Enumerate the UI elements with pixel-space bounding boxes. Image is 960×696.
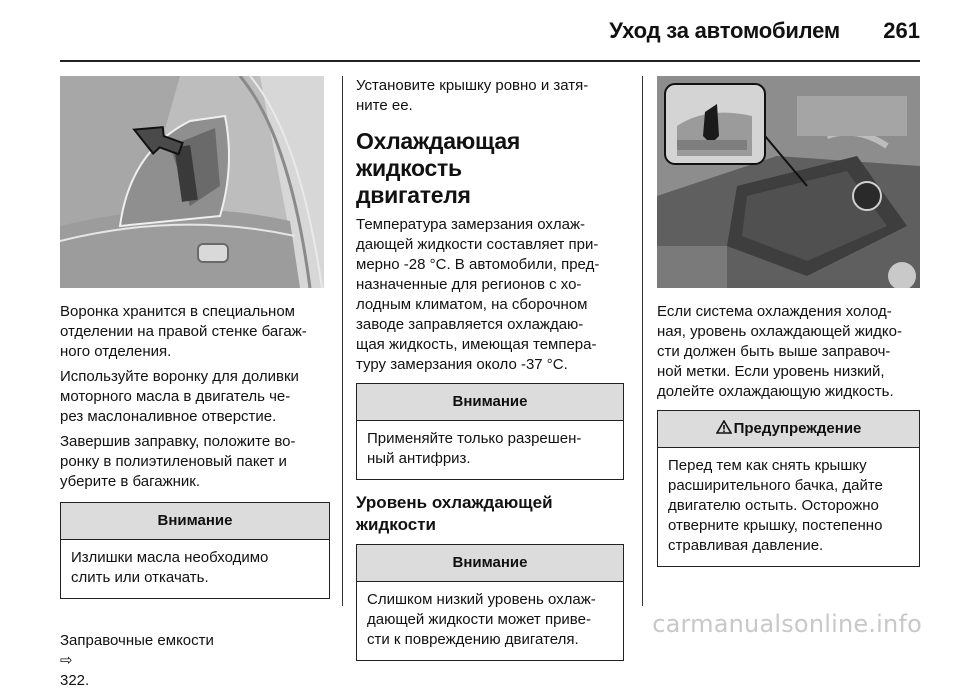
page-number: 261 (883, 18, 920, 43)
reference-label: Заправочные емкости (60, 632, 214, 649)
paragraph-funnel-after: Завершив заправку, положите во- ронку в полиэтиленовый пакет и уберите в багажник. (60, 433, 296, 490)
middle-column (356, 76, 624, 673)
coolant-reservoir-photo (657, 76, 920, 288)
warning-title: Предупреждение (733, 420, 862, 437)
reference-page-link[interactable]: 322. (60, 672, 90, 689)
warning-box-reservoir-cap (657, 410, 920, 567)
watermark-text: carmanualsonline.info (652, 610, 922, 638)
header-rule (60, 60, 920, 62)
notice-title: Внимание (357, 384, 623, 421)
notice-text: Применяйте только разрешен- ный антифриз. (367, 430, 582, 467)
reference-arrow-icon: ⇨ (60, 652, 73, 669)
notice-text: Излишки масла необходимо слить или откачать. (71, 549, 269, 586)
notice-title: Внимание (357, 545, 623, 582)
page-header-title: Уход за автомобилем (609, 18, 840, 43)
subheading-coolant-level: Уровень охлаждающей жидкости (356, 493, 553, 534)
notice-text: Слишком низкий уровень охлаж- дающей жидкости может приве- сти к повреждению двигателя. (367, 591, 596, 648)
column-divider-2 (642, 76, 643, 606)
paragraph-tighten-cap: Установите крышку ровно и затя- ните ее. (356, 77, 589, 114)
notice-box-antifreeze (356, 383, 624, 480)
capacities-reference (60, 611, 330, 691)
warning-text: Перед тем как снять крышку расширительного бачка, дайте двигателю остыть. Осторожно отверните крышку, постепенно стравливая давление. (668, 457, 883, 554)
notice-box-low-coolant (356, 544, 624, 661)
paragraph-freezing-point: Температура замерзания охлаж- дающей жидкости составляет при- мерно -28 °C. В автомобили, пред- назначенные для регионов с хо- лодным климатом, на сборочном заводе заправляется охлаждаю- щая жидкость, имеющая темпера- туру замерзания около -37 °C. (356, 216, 600, 373)
notice-title: Внимание (61, 503, 329, 540)
right-column (657, 302, 920, 579)
column-divider-1 (342, 76, 343, 606)
trunk-funnel-photo (60, 76, 324, 288)
warning-title-row (658, 411, 919, 448)
paragraph-coolant-level-check: Если система охлаждения холод- ная, уровень охлаждающей жидко- сти должен быть выше заправоч- ной метки. Если уровень низкий, долейте охлаждающую жидкость. (657, 303, 902, 400)
paragraph-funnel-usage: Используйте воронку для доливки моторного масла в двигатель че- рез маслоналивное отверстие. (60, 368, 299, 425)
notice-box-oil (60, 502, 330, 599)
paragraph-funnel-storage: Воронка хранится в специальном отделении на правой стенке багаж- ного отделения. (60, 303, 307, 360)
warning-triangle-icon (716, 411, 732, 447)
left-column (60, 302, 330, 696)
section-heading-coolant: Охлаждающая жидкость двигателя (356, 128, 521, 208)
